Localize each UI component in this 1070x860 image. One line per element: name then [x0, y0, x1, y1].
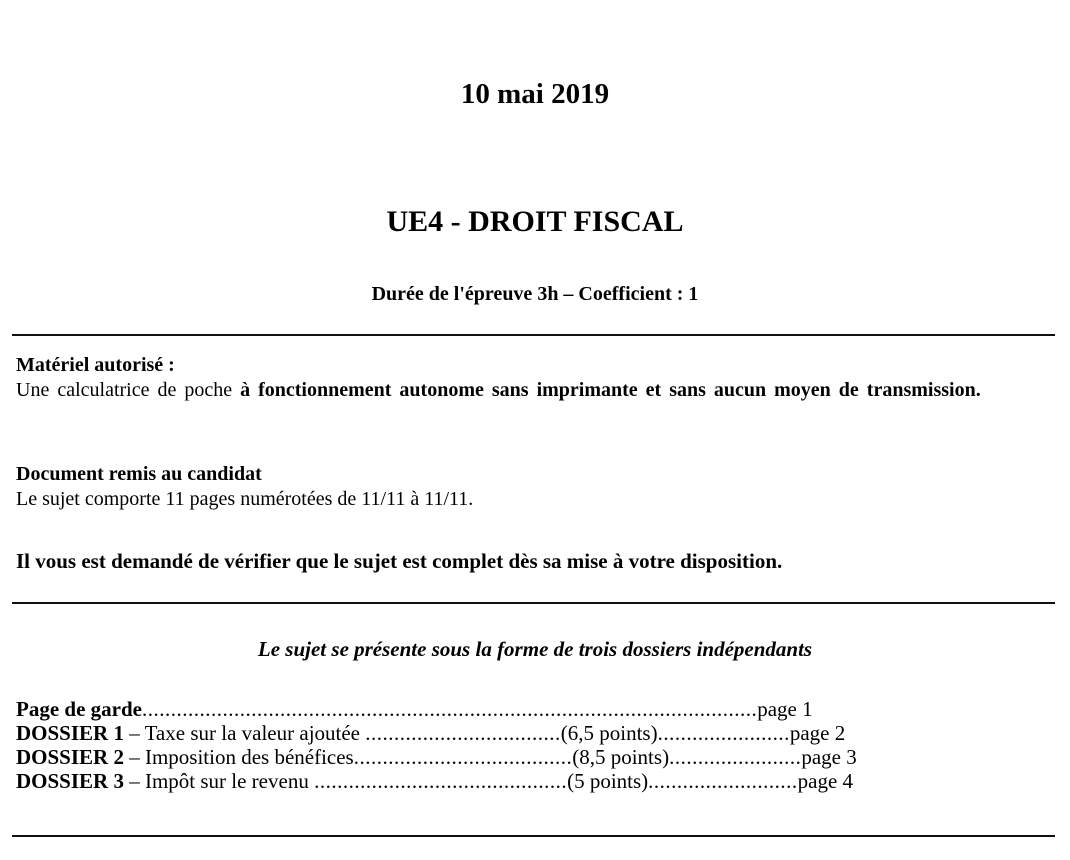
- divider-top: [12, 334, 1055, 336]
- toc-label-bold: DOSSIER 3: [16, 769, 124, 793]
- exam-title: UE4 - DROIT FISCAL: [386, 205, 684, 238]
- toc-leader: ..................................: [365, 721, 561, 745]
- divider-middle: [12, 602, 1055, 604]
- materiel-text: [16, 378, 1050, 403]
- dossiers-intro: Le sujet se présente sous la forme de trois dossiers indépendants: [257, 637, 813, 661]
- toc-page: page 2: [789, 721, 846, 745]
- toc-page: page 4: [797, 769, 854, 793]
- toc-row-dossier-3: [16, 769, 1016, 793]
- toc-label-plain: – Impôt sur le revenu: [123, 769, 315, 793]
- toc-row-page-de-garde: [16, 697, 1016, 721]
- toc-leader-2: ..........................: [648, 769, 798, 793]
- materiel-heading: Matériel autorisé :: [16, 354, 175, 376]
- toc-points: (8,5 points): [572, 745, 670, 769]
- toc-row-dossier-1: [16, 721, 1016, 745]
- toc-leader-2: .......................: [657, 721, 790, 745]
- toc-points: (6,5 points): [560, 721, 658, 745]
- toc-label-plain: – Taxe sur la valeur ajoutée: [123, 721, 366, 745]
- toc-row-dossier-2: [16, 745, 1016, 769]
- exam-date: 10 mai 2019: [460, 78, 610, 110]
- document-heading: Document remis au candidat: [16, 463, 262, 485]
- document-section: [16, 462, 1050, 512]
- toc-leader: ............................................: [314, 769, 568, 793]
- materiel-text-bold: à fonctionnement autonome sans imprimante et sans aucun moyen de transmission.: [240, 379, 981, 401]
- toc-page: page 1: [757, 697, 813, 721]
- toc-leader: ...........................................................................................................: [141, 697, 758, 721]
- table-of-contents: [16, 697, 1016, 793]
- toc-leader: ......................................: [353, 745, 573, 769]
- exam-duration: Durée de l'épreuve 3h – Coefficient : 1: [371, 283, 699, 305]
- materiel-text-plain: Une calculatrice de poche: [16, 379, 241, 401]
- toc-label-bold: DOSSIER 2: [16, 745, 124, 769]
- toc-page: page 3: [801, 745, 857, 769]
- toc-label-bold: Page de garde: [16, 697, 142, 721]
- toc-points: (5 points): [567, 769, 649, 793]
- document-text: Le sujet comporte 11 pages numérotées de 11/11 à 11/11.: [16, 488, 474, 510]
- toc-leader-2: .......................: [669, 745, 802, 769]
- toc-label-bold: DOSSIER 1: [16, 721, 124, 745]
- toc-label-plain: – Imposition des bénéfices: [123, 745, 354, 769]
- materiel-section: [16, 353, 1050, 403]
- divider-bottom: [12, 835, 1055, 837]
- verification-notice: Il vous est demandé de vérifier que le sujet est complet dès sa mise à votre disposition.: [16, 549, 783, 573]
